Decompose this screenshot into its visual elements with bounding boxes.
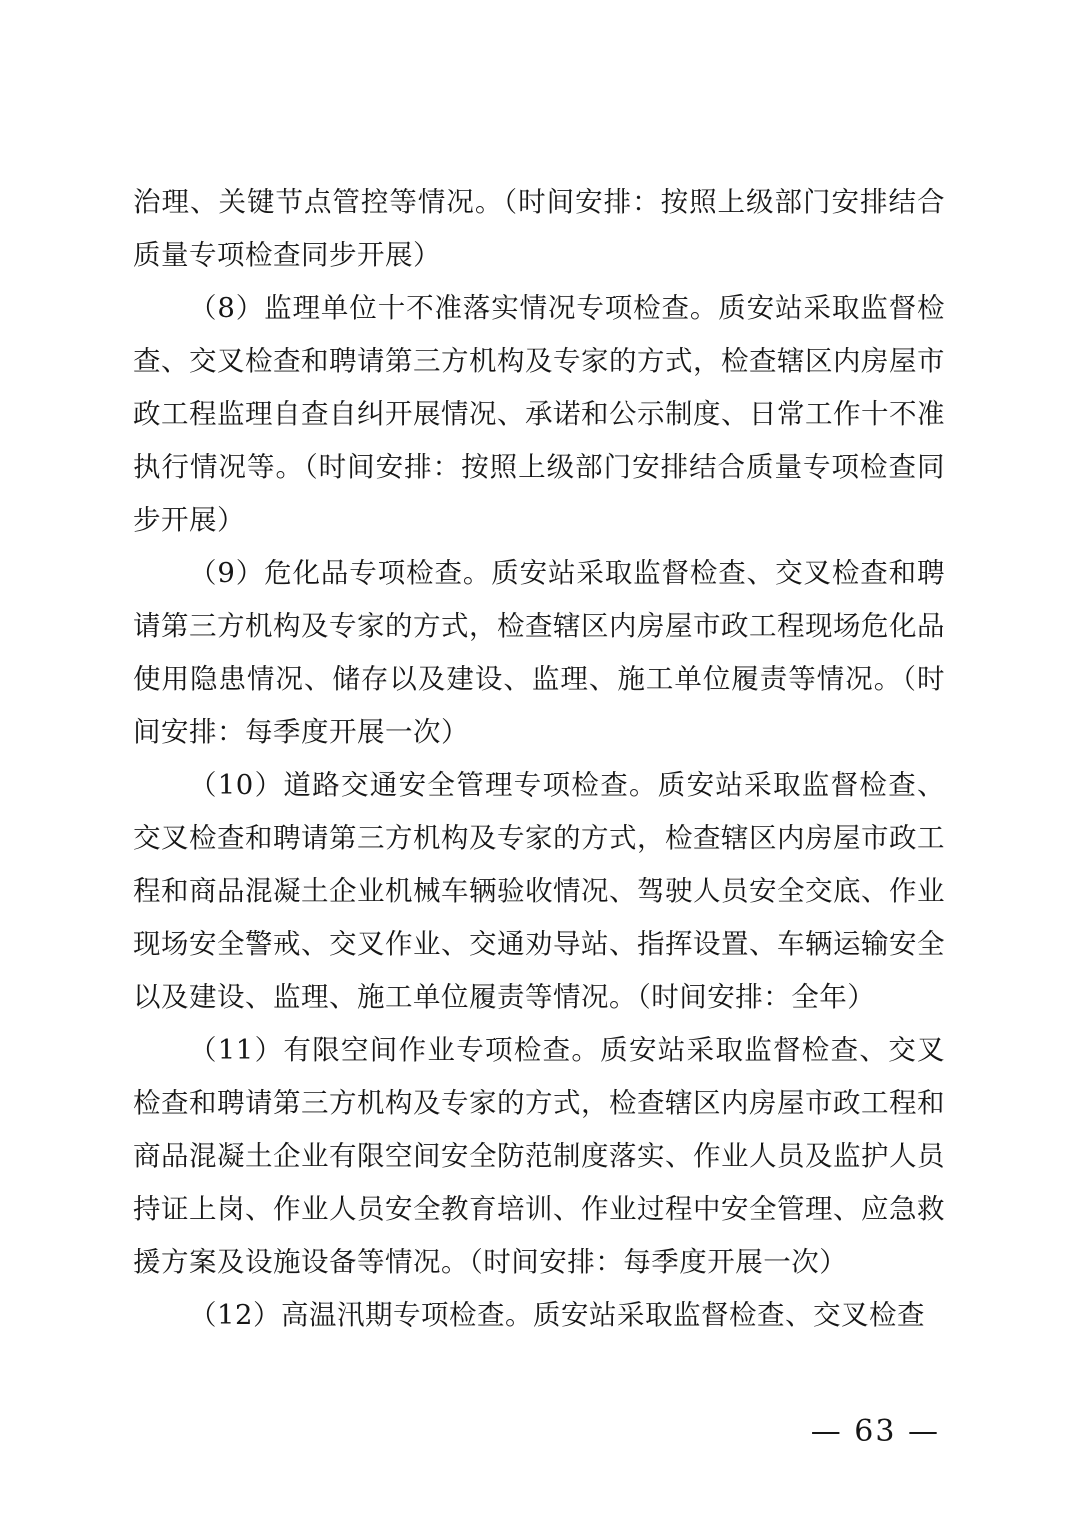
paragraph-item-12: （12）高温汛期专项检查。质安站采取监督检查、交叉检查 [189,1299,925,1331]
paragraph-continuation: 治理、关键节点管控等情况。（时间安排：按照上级部门安排结合质量专项检查同步开展） [133,186,945,271]
page-number: — 63 — [810,1414,940,1449]
document-body-text [133,176,945,1342]
paragraph-item-8: （8）监理单位十不准落实情况专项检查。质安站采取监督检查、交叉检查和聘请第三方机构及专家的方式，检查辖区内房屋市政工程监理自查自纠开展情况、承诺和公示制度、日常工作十不准执行情况等。（时间安排：按照上级部门安排结合质量专项检查同步开展） [133,292,945,536]
paragraph-item-10: （10）道路交通安全管理专项检查。质安站采取监督检查、交叉检查和聘请第三方机构及专家的方式，检查辖区内房屋市政工程和商品混凝土企业机械车辆验收情况、驾驶人员安全交底、作业现场安全警戒、交叉作业、交通劝导站、指挥设置、车辆运输安全以及建设、监理、施工单位履责等情况。（时间安排：全年） [133,769,945,1013]
paragraph-item-11: （11）有限空间作业专项检查。质安站采取监督检查、交叉检查和聘请第三方机构及专家的方式，检查辖区内房屋市政工程和商品混凝土企业有限空间安全防范制度落实、作业人员及监护人员持证上岗、作业人员安全教育培训、作业过程中安全管理、应急救援方案及设施设备等情况。（时间安排：每季度开展一次） [133,1034,945,1278]
paragraph-item-9: （9）危化品专项检查。质安站采取监督检查、交叉检查和聘请第三方机构及专家的方式，检查辖区内房屋市政工程现场危化品使用隐患情况、储存以及建设、监理、施工单位履责等情况。（时间安排：每季度开展一次） [133,557,945,748]
